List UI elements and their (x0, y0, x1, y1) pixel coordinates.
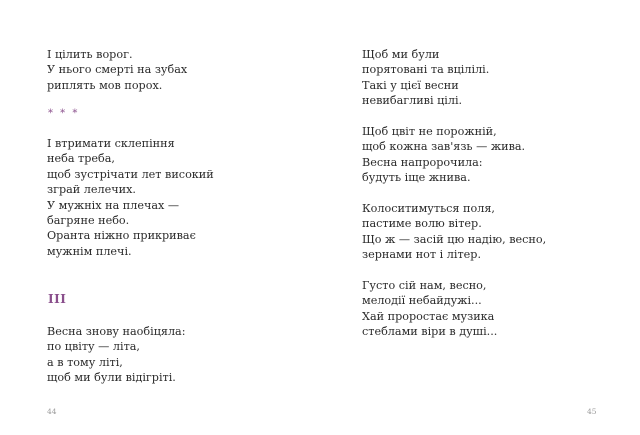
poem-line: Колоситимуться поля, (362, 202, 495, 215)
poem-line: невибагливі цілі. (362, 94, 463, 108)
poem-line: Що ж — засій цю надію, весно, (362, 232, 547, 246)
page-number-right: 45 (587, 407, 597, 416)
left-stanza-3 (47, 324, 186, 386)
poem-line: Щоб ми були (362, 48, 440, 61)
poem-line: риплять мов порох. (47, 78, 163, 92)
right-stanza-1 (362, 47, 489, 109)
right-stanza-3 (362, 201, 546, 263)
poem-line: мелодії небайдужі... (362, 294, 482, 308)
right-page (320, 0, 640, 435)
left-stanza-1 (47, 47, 187, 93)
right-stanza-2 (362, 124, 525, 186)
poem-line: Весна знову наобіцяла: (47, 325, 186, 338)
left-stanza-2 (47, 136, 214, 259)
right-stanza-4 (362, 278, 497, 340)
poem-line: У мужніх на плечах — (47, 198, 180, 212)
poem-line: мужнім плечі. (47, 244, 132, 258)
poem-line: Весна напророчила: (362, 155, 483, 169)
poem-line: Оранта ніжно прикриває (47, 229, 196, 243)
poem-line: пастиме волю вітер. (362, 217, 482, 231)
page-number-left: 44 (47, 407, 57, 416)
poem-line: неба треба, (47, 152, 115, 166)
poem-line: І втримати склепіння (47, 137, 175, 150)
stanza-separator: * * * (48, 108, 80, 119)
poem-line: багряне небо. (47, 214, 130, 228)
poem-line: стеблами віри в душі... (362, 325, 498, 339)
poem-line: щоб кожна зав'язь — жива. (362, 140, 526, 154)
poem-line: зграй лелечих. (47, 183, 136, 197)
poem-line: щоб ми були відігріті. (47, 371, 176, 385)
poem-line: Густо сій нам, весно, (362, 279, 487, 292)
poem-line: по цвіту — літа, (47, 340, 140, 354)
poem-line: порятовані та вцілілі. (362, 63, 490, 77)
section-number: III (48, 292, 67, 306)
poem-line: Такі у цієї весни (362, 78, 459, 92)
poem-line: будуть іще жнива. (362, 171, 471, 185)
poem-line: Щоб цвіт не порожній, (362, 125, 497, 138)
poem-line: зернами нот і літер. (362, 248, 482, 262)
poem-line: І цілить ворог. (47, 48, 133, 61)
poem-line: Хай проростає музика (362, 309, 495, 323)
poem-line: У нього смерті на зубах (47, 63, 188, 77)
poem-line: а в тому літі, (47, 355, 123, 369)
poem-line: щоб зустрічати лет високий (47, 167, 214, 181)
